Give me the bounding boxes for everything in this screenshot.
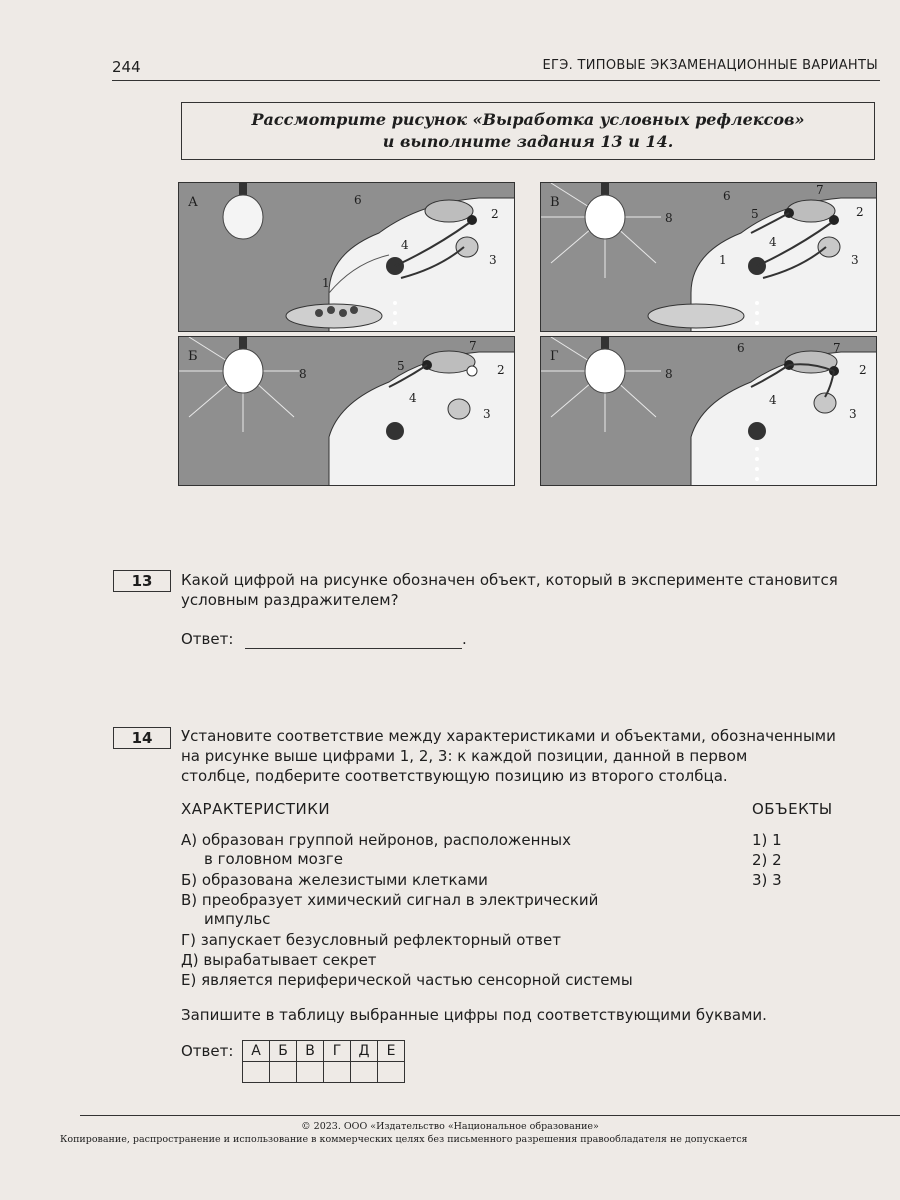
- characteristic-item: Б) образована железистыми клетками: [181, 871, 488, 889]
- characteristic-item: Д) вырабатывает секрет: [181, 951, 377, 969]
- callout-label: 5: [397, 359, 405, 373]
- callout-label: 5: [751, 207, 759, 221]
- callout-label: 1: [719, 253, 727, 267]
- task13-line-2: условным раздражителем?: [181, 591, 399, 609]
- footer-divider: [80, 1115, 900, 1116]
- answer-table-header-row: [243, 1041, 405, 1062]
- callout-label: 4: [409, 391, 417, 405]
- callout-label: 6: [723, 189, 731, 203]
- object-item: 1) 1: [752, 831, 782, 849]
- answer-table-header: Е: [378, 1041, 405, 1062]
- task14-line-2: на рисунке выше цифрами 1, 2, 3: к каждой позиции, данной в первом: [181, 747, 748, 765]
- object-item: 2) 2: [752, 851, 782, 869]
- figure-panel-g: [540, 336, 877, 486]
- panel-letter: А: [188, 195, 198, 210]
- panel-letter: В: [550, 195, 560, 210]
- callout-label: 6: [354, 193, 362, 207]
- instruction-line-1: Рассмотрите рисунок «Выработка условных рефлексов»: [251, 110, 805, 129]
- callout-label: 2: [856, 205, 864, 219]
- task-number-13: 13: [113, 570, 171, 592]
- task13-answer-label: Ответ:: [181, 630, 234, 648]
- callout-label: 8: [665, 367, 673, 381]
- instruction-line-2: и выполните задания 13 и 14.: [382, 132, 674, 151]
- callout-label: 3: [489, 253, 497, 267]
- characteristics-heading: ХАРАКТЕРИСТИКИ: [181, 800, 331, 818]
- task13-answer-dot: .: [462, 630, 467, 648]
- answer-table-header: А: [243, 1041, 270, 1062]
- callout-label: 3: [483, 407, 491, 421]
- callout-label: 4: [769, 393, 777, 407]
- characteristic-item: В) преобразует химический сигнал в электрический: [181, 891, 599, 909]
- footer-notice: Копирование, распространение и использование в коммерческих целях без письменного разрешения правообладателя не допускается: [60, 1134, 748, 1145]
- answer-cell[interactable]: [378, 1062, 405, 1083]
- running-title: ЕГЭ. ТИПОВЫЕ ЭКЗАМЕНАЦИОННЫЕ ВАРИАНТЫ: [542, 58, 878, 73]
- panel-letter: Б: [188, 349, 198, 364]
- task-number-14: 14: [113, 727, 171, 749]
- object-item: 3) 3: [752, 871, 782, 889]
- dog-illustration: [179, 183, 515, 332]
- callout-label: 7: [469, 339, 477, 353]
- dog-illustration: [541, 183, 877, 332]
- figure-instruction-box: [181, 102, 875, 160]
- characteristic-item: Е) является периферической частью сенсорной системы: [181, 971, 633, 989]
- answer-table-input-row: [243, 1062, 405, 1083]
- callout-label: 6: [737, 341, 745, 355]
- task14-line-3: столбце, подберите соответствующую позицию из второго столбца.: [181, 767, 728, 785]
- answer-table-header: Д: [351, 1041, 378, 1062]
- answer-table-header: В: [297, 1041, 324, 1062]
- answer-cell[interactable]: [351, 1062, 378, 1083]
- callout-label: 4: [769, 235, 777, 249]
- callout-label: 3: [849, 407, 857, 421]
- page-number: 244: [112, 58, 141, 76]
- callout-label: 1: [322, 276, 330, 290]
- callout-label: 8: [299, 367, 307, 381]
- answer-cell[interactable]: [297, 1062, 324, 1083]
- answer-cell[interactable]: [324, 1062, 351, 1083]
- characteristic-item: Г) запускает безусловный рефлекторный ответ: [181, 931, 561, 949]
- objects-heading: ОБЪЕКТЫ: [752, 800, 833, 818]
- answer-cell[interactable]: [270, 1062, 297, 1083]
- answer-table-header: Б: [270, 1041, 297, 1062]
- characteristic-item: импульс: [204, 910, 271, 928]
- task14-answer-table: [242, 1040, 405, 1083]
- characteristic-item: А) образован группой нейронов, расположенных: [181, 831, 571, 849]
- figure-panel-b: [178, 336, 515, 486]
- panel-letter: Г: [550, 349, 559, 364]
- callout-label: 3: [851, 253, 859, 267]
- task14-answer-label: Ответ:: [181, 1042, 234, 1060]
- task13-line-1: Какой цифрой на рисунке обозначен объект, который в эксперименте становится: [181, 571, 838, 589]
- callout-label: 7: [816, 183, 824, 197]
- callout-label: 8: [665, 211, 673, 225]
- figure-panel-v: [540, 182, 877, 332]
- figure-panel-a: [178, 182, 515, 332]
- characteristic-item: в головном мозге: [204, 850, 343, 868]
- callout-label: 2: [497, 363, 505, 377]
- task14-table-instruction: Запишите в таблицу выбранные цифры под соответствующими буквами.: [181, 1006, 767, 1024]
- dog-illustration: [541, 337, 877, 486]
- header-divider: [112, 80, 880, 81]
- callout-label: 7: [833, 341, 841, 355]
- callout-label: 4: [401, 238, 409, 252]
- dog-illustration: [179, 337, 515, 486]
- footer-copyright: © 2023. ООО «Издательство «Национальное образование»: [301, 1121, 599, 1132]
- answer-cell[interactable]: [243, 1062, 270, 1083]
- task14-line-1: Установите соответствие между характеристиками и объектами, обозначенными: [181, 727, 836, 745]
- task13-answer-field[interactable]: [245, 648, 462, 649]
- callout-label: 2: [859, 363, 867, 377]
- callout-label: 2: [491, 207, 499, 221]
- answer-table-header: Г: [324, 1041, 351, 1062]
